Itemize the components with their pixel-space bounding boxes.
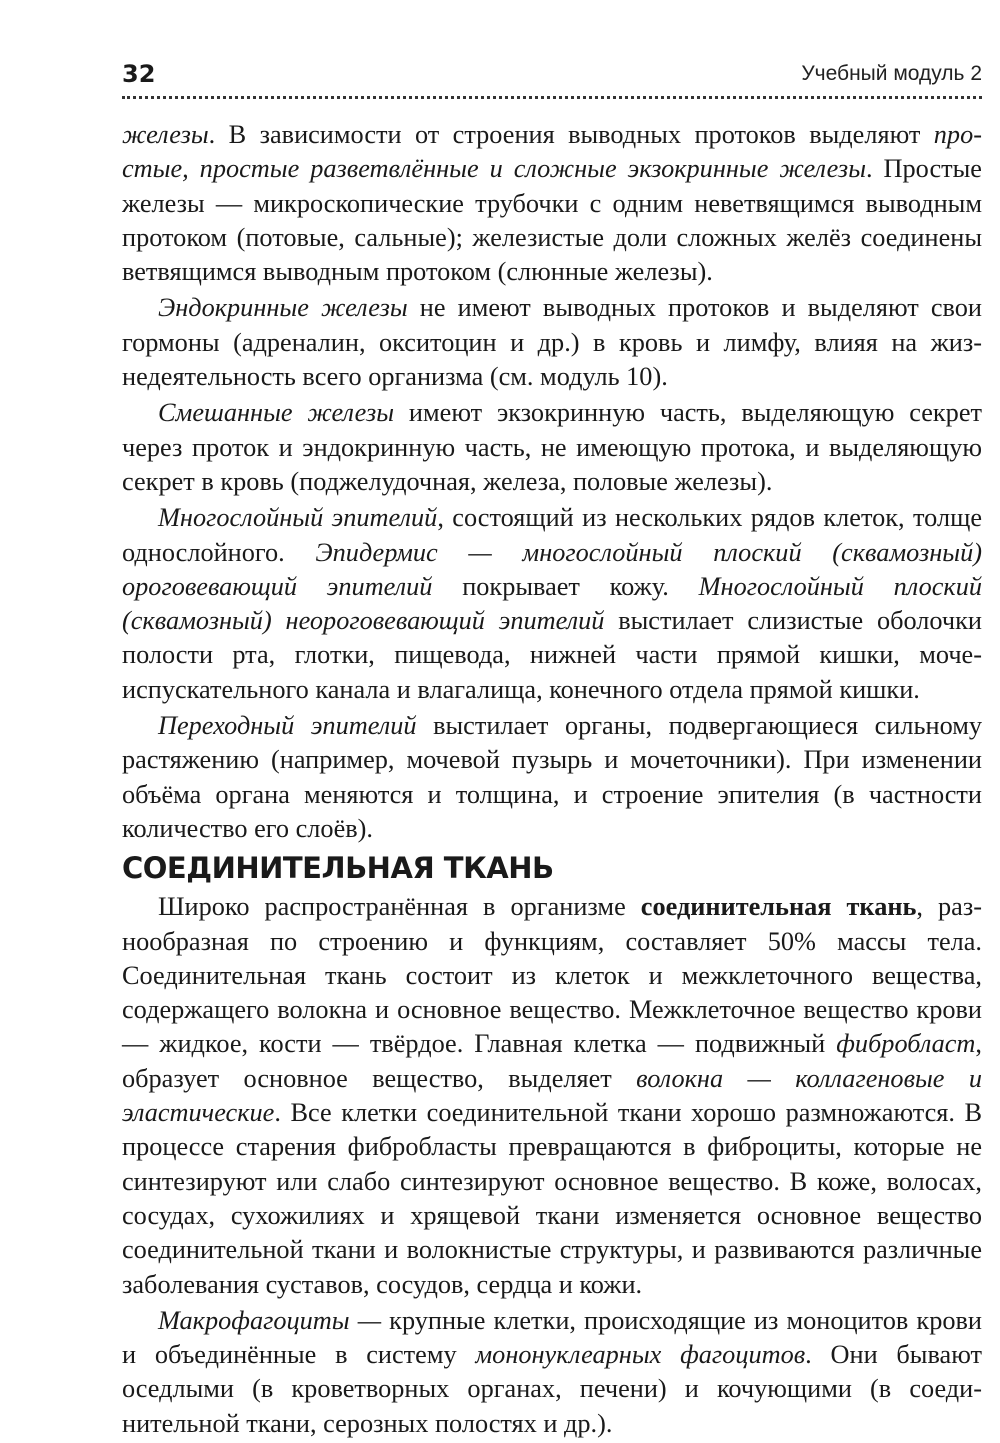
italic-term: фибробласт xyxy=(836,1029,976,1059)
page-number: 32 xyxy=(122,60,156,88)
text-run: Широко распространённая в организме xyxy=(158,892,641,922)
paragraph-mixed-glands xyxy=(122,396,982,499)
text-run: выстилает органы, подвергающиеся сильному растяжению (например, мочевой пузырь и мочеточники). При изменении объёма органа меняются и толщина, и строение эпителия (в частности количество его слоёв). xyxy=(122,711,983,843)
italic-term: железы xyxy=(122,120,209,149)
italic-term: Переходный эпителий xyxy=(158,711,417,741)
text-run: покрывает кожу. xyxy=(432,571,699,601)
text-run: . В зависимости от строения выводных протоков выделяют xyxy=(208,120,934,149)
text-run: выстилает слизистые оболочки полости рта, глотки, пищевода, нижней части прямой кишки, мочеиспускательного канала и влагалища, конечного отдела прямой кишки. xyxy=(122,606,982,704)
italic-term: Смешанные железы xyxy=(158,398,395,428)
text-run: , разнообразная по строению и функциям, составляет 50% массы тела. Соединительная ткань состоит из клеток и межклеточного вещества, содержащего волокна и основное вещество. Межклеточное вещество крови — жидкое, кости — твёрдое. Главная клетка — подвижный xyxy=(122,892,982,1059)
italic-term: волокна — коллагеновые и эластические xyxy=(122,1063,982,1128)
paragraph-connective-tissue xyxy=(122,890,982,1302)
italic-term: Многослойный плоский (сквамозный) неороговевающий эпителий xyxy=(122,571,983,636)
page-header xyxy=(122,60,982,99)
bold-term: соединительная ткань xyxy=(640,892,917,922)
text-run: . Все клетки соединительной ткани хорошо размножаются. В процессе старения фибробласты превращаются в фиброциты, которые не синтезируют или слабо синтезируют основное вещество. В коже, волосах, сосудах, сухожилиях и хрящевой ткани изменяется основное вещество соединительной ткани и волокнистые структуры, и развиваются различные заболевания суставов, сосудов, сердца и кожи. xyxy=(122,1098,982,1299)
paragraph-macrophages xyxy=(122,1304,982,1441)
italic-term: Многослойный эпителий xyxy=(158,503,438,533)
italic-term: Эндокринные железы xyxy=(158,293,408,323)
italic-term: простые, простые разветвлённые и сложные экзокринные железы xyxy=(122,120,982,184)
text-run: крупные клетки, происходящие из моноцитов крови и объединённые в систему xyxy=(122,1305,982,1370)
text-run: . Они бывают оседлыми (в кроветворных органах, печени) и кочующими (в соединительной ткани, серозных полостях и др.). xyxy=(122,1340,982,1438)
body-text xyxy=(122,118,982,1441)
paragraph-stratified-epithelium xyxy=(122,501,982,707)
paragraph-endocrine-glands xyxy=(122,291,982,394)
text-run: , состоящий из нескольких рядов клеток, толще однослойного. xyxy=(122,503,982,567)
paragraph-transitional-epithelium xyxy=(122,709,982,846)
section-heading: СОЕДИНИТЕЛЬНАЯ ТКАНЬ xyxy=(122,851,554,886)
running-head: Учебный модуль 2 xyxy=(801,62,982,85)
paragraph-exocrine-glands xyxy=(122,118,982,289)
text-run: не имеют выводных протоков и выделяют свои гормоны (адреналин, окситоцин и др.) в кровь и лимфу, влияя на жизнедеятельность всего организма (см. модуль 10). xyxy=(122,293,983,392)
text-run: имеют экзокринную часть, выделяющую секрет через проток и эндокринную часть, не имеющую протока, и выделяющую секрет в кровь (поджелудочная, железа, половые железы). xyxy=(122,398,982,496)
text-run: , образует основное вещество, выделяет xyxy=(122,1029,982,1093)
italic-term: Макрофагоциты — xyxy=(158,1305,390,1335)
italic-term: мононуклеарных фагоцитов xyxy=(475,1340,806,1370)
text-run: . Простые железы — микроскопические трубочки с одним неветвящимся выводным протоком (потовые, сальные); железистые доли сложных желёз соединены ветвящимся выводным протоком (слюнные железы). xyxy=(122,154,982,287)
italic-term: Эпидермис — многослойный плоский (сквамозный) ороговевающий эпителий xyxy=(122,537,982,601)
